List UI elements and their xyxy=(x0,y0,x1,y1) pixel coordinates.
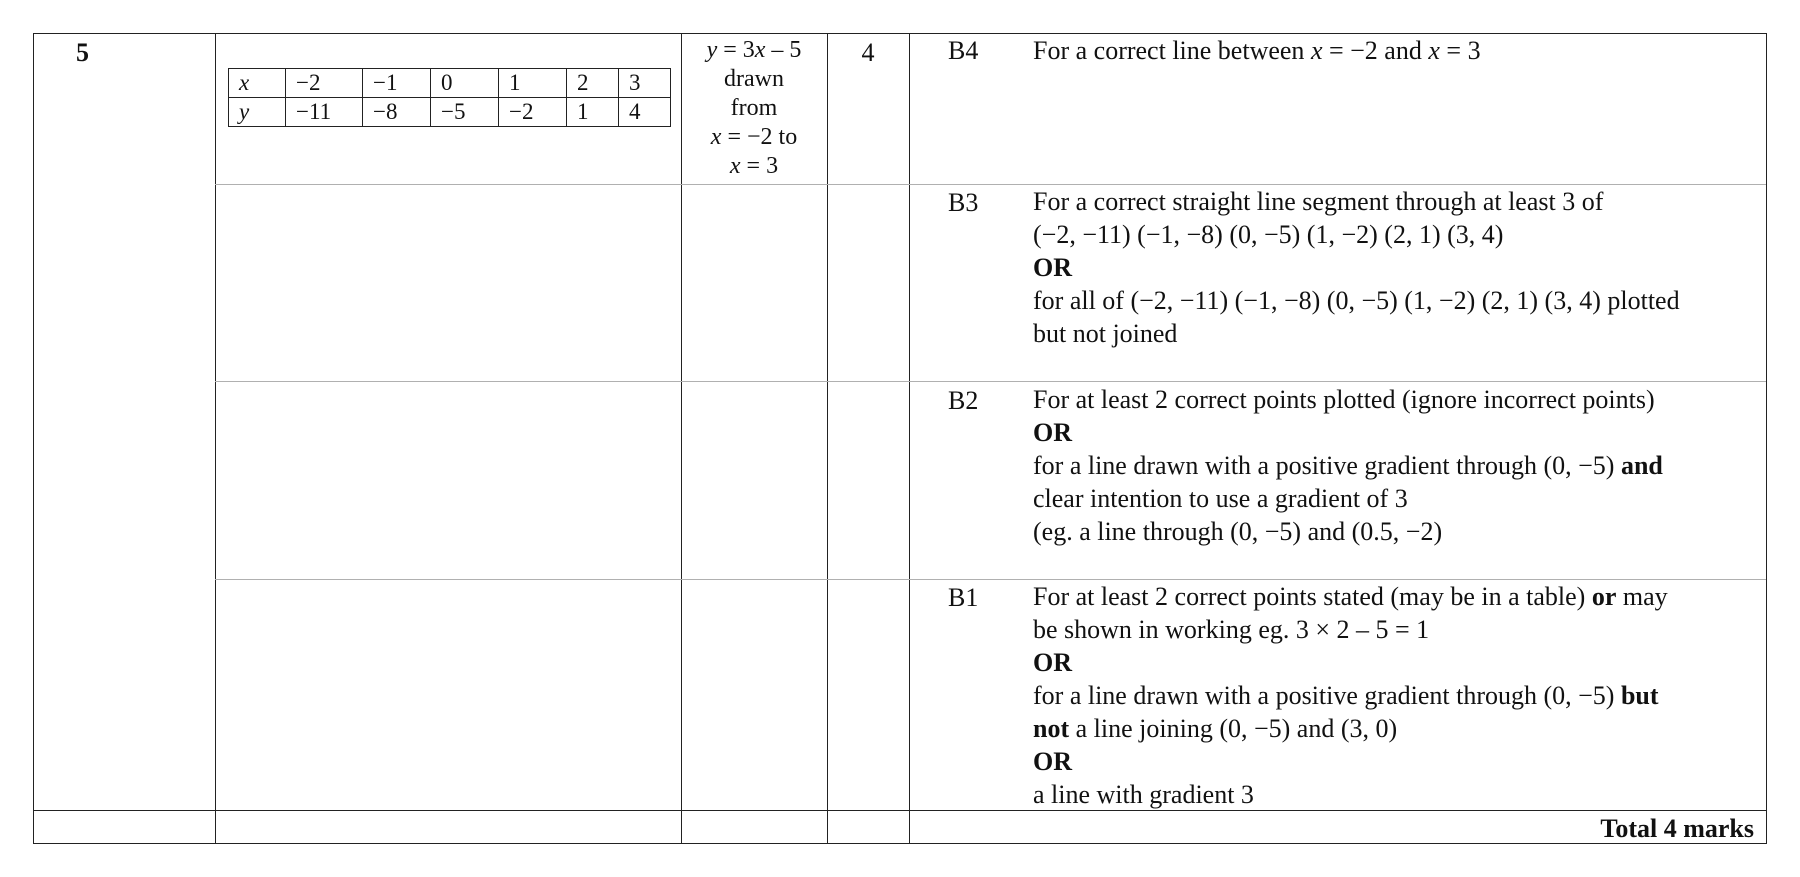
value-table-cell: 3 xyxy=(619,69,671,98)
criterion-code-b1: B1 xyxy=(948,583,979,612)
value-table-cell: 4 xyxy=(619,98,671,127)
criterion-code-b4: B4 xyxy=(948,36,979,65)
answer-line-3: from xyxy=(730,95,778,121)
mark-value: 4 xyxy=(861,38,875,67)
criterion-text-b4: For a correct line between x = −2 and x = 3 xyxy=(1033,36,1481,65)
total-marks: Total 4 marks xyxy=(1600,814,1754,843)
value-table-label: x xyxy=(229,69,286,98)
row-separator-2 xyxy=(215,381,1766,382)
answer-equation: y = 3x – 5 xyxy=(706,37,802,63)
table-top-border xyxy=(33,33,1767,34)
value-table-cell: −8 xyxy=(363,98,431,127)
value-table-cell: 1 xyxy=(499,69,567,98)
value-table-cell: −11 xyxy=(286,98,363,127)
value-table-row-y xyxy=(229,98,671,127)
criterion-code-b3: B3 xyxy=(948,188,979,217)
col-divider-2 xyxy=(681,33,682,843)
value-table-cell: 2 xyxy=(567,69,619,98)
value-table-cell: 1 xyxy=(567,98,619,127)
col-divider-3 xyxy=(827,33,828,843)
value-table-row-x xyxy=(229,69,671,98)
answer-line-4: x = −2 to xyxy=(710,124,798,150)
value-table-cell: −2 xyxy=(286,69,363,98)
col-divider-4 xyxy=(909,33,910,843)
value-table xyxy=(228,68,671,127)
value-table-cell: −5 xyxy=(431,98,499,127)
answer-line-5: x = 3 xyxy=(729,153,779,179)
value-table-label: y xyxy=(229,98,286,127)
question-number: 5 xyxy=(76,38,89,67)
value-table-cell: −1 xyxy=(363,69,431,98)
col-divider-5 xyxy=(1766,33,1767,843)
value-table-cell: −2 xyxy=(499,98,567,127)
criterion-text-b2: For at least 2 correct points plotted (ignore incorrect points) OR for a line drawn with a positive gradient through (0, −5) and clear intention to use a gradient of 3 (eg. a line through (0, −5) and (0.5, −2) xyxy=(1033,385,1663,546)
value-table-cell: 0 xyxy=(431,69,499,98)
criterion-code-b2: B2 xyxy=(948,386,979,415)
criterion-text-b3: For a correct straight line segment through at least 3 of (−2, −11) (−1, −8) (0, −5) (1, −2) (2, 1) (3, 4) OR for all of (−2, −11) (−1, −8) (0, −5) (1, −2) (2, 1) (3, 4) plotted but not joined xyxy=(1033,187,1680,348)
table-bottom-border xyxy=(33,843,1767,844)
col-divider-0 xyxy=(33,33,34,843)
answer-line-2: drawn xyxy=(724,66,784,92)
criterion-text-b1: For at least 2 correct points stated (may be in a table) or may be shown in working eg. 3 × 2 – 5 = 1 OR for a line drawn with a positive gradient through (0, −5) but not a line joining (0, −5) and (3, 0) OR a line with gradient 3 xyxy=(1033,582,1668,809)
answer-block xyxy=(683,36,825,181)
col-divider-1 xyxy=(215,33,216,843)
